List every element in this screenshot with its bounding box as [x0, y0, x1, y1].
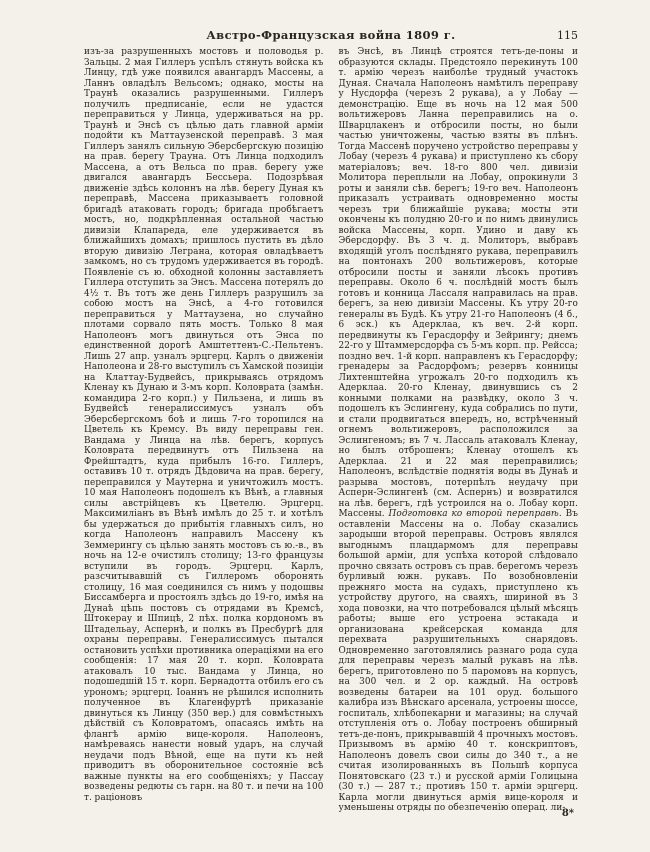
right-column-text-2: Въ оставленіи Массены на о. Лобау сказались зародыши второй переправы. Островъ являлся выгоднымъ плацдармомъ для переправы большой арміи, для успѣха которой слѣдовало прочно связать островъ съ прав. берегомъ черезъ бурливый южн. рукавъ. По возобновленіи прежняго моста на судахъ, приступлено къ устройству другого, на сваяхъ, шириной въ 3 хода повозки, на что потребовался цѣлый мѣсяцъ работы; выше его устроена эстакада и организована крейсерская команда для перехвата разрушительныхъ снарядовъ. Одновременно заготовлялись разнаго рода суда для переправы черезъ малый рукавъ на лѣв. берегъ, приготовлено по 5 паромовъ на корпусъ, на 300 чел. и 2 ор. каждый. На островѣ возведены батареи на 101 оруд. большого калибра изъ Вѣнскаго арсенала, устроены шоссе, госпиталь, хлѣбопекарни и магазины; на случай отступленія отъ о. Лобау построенъ обширный тетъ-де-понъ, прикрывавшій 4 прочныхъ мостовъ. Призывомъ въ армію 40 т. конскриптовъ, Наполеонъ довелъ свои силы до 340 т., а не считая изолированныхъ въ Польшѣ корпуса Понятовскаго (23 т.) и русской арміи Голицына (30 т.) — 287 т.; противъ 150 т. арміи эрцгерц. Карла могли двинуться армія вице-короля и уменьшены отряды по обезпеченію операц. ли-	[338, 509, 578, 813]
right-column	[339, 47, 579, 814]
page-header	[84, 28, 578, 44]
inline-section-heading: Подготовка ко второй переправѣ.	[388, 509, 562, 519]
page-title: Австро-Французская война 1809 г.	[206, 28, 456, 42]
left-column-text: изъ-за разрушенныхъ мостовъ и половодья р. Зальцы. 2 мая Гиллеръ успѣлъ стянуть войска къ Линцу, гдѣ уже появился авангардъ Массены, а Ланнъ овладѣлъ Вельсомъ; однако, мосты на Траунѣ оказались разрушенными. Гиллеръ получилъ предписаніе, если не удастся переправиться у Линца, удерживаться на рр. Траунѣ и Энсѣ съ цѣлью дать главной арміи подойти къ Маттаузенской переправѣ. 3 мая Гиллеръ занялъ сильную Эберсбергскую позицію на прав. берегу Трауна. Отъ Линца подходилъ Массена, а отъ Вельса по прав. берегу уже двигался авангардъ Бессьера. Подозрѣвая движеніе здѣсь колоннъ на лѣв. берегу Дуная къ переправѣ, Массена приказываетъ головной бригадѣ атаковать городъ; бригада пробѣгаетъ мостъ, но, подкрѣпленная остальной частью дивизіи Клапареда, еле удерживается въ ближайшихъ домахъ; пришлось пустить въ дѣло вторую дивизію Леграна, которая овладѣваетъ замкомъ, но съ трудомъ удерживается въ городѣ. Появленіе съ ю. обходной колонны заставляетъ Гиллера отступить за Энсъ. Массена потерялъ до 4½ т. Въ тотъ же день Гиллеръ разрушилъ за собою мостъ на Энсѣ, а 4-го готовился переправиться у Маттаузена, но случайно плотами сорвало пять мостъ. Только 8 мая Наполеонъ могъ двинуться отъ Энса по единственной дорогѣ Амштеттенъ-С.-Пельтенъ. Лишь 27 апр. узналъ эрцгерц. Карлъ о движеніи Наполеона и 28-го выступилъ съ Хамской позиціи на Клаттау-Будвейсъ, прикрываясь отрядомъ Кленау къ Дунаю и 3-мъ корп. Коловрата (замѣн. командира 2-го корп.) у Пильзена, и лишь въ Будвейсѣ генералиссимусъ узналъ объ Эберсбергскомъ боѣ и лишь 7-го торопился на Цветель къ Кремсу. Въ виду переправы ген. Вандама у Линца на лѣв. берегъ, корпусъ Коловрата передвинутъ отъ Пильзена на Фрейштадтъ, куда прибылъ 16-го. Гиллеръ, оставивъ 10 т. отрядъ Дѣдовича на прав. берегу, переправился у Маутерна и уничтожилъ мостъ. 10 мая Наполеонъ подошелъ къ Вѣнѣ, а главныя силы австрійцевъ къ Цветелю. Эрцгерц. Максимиліанъ въ Вѣнѣ имѣлъ до 25 т. и хотѣлъ бы удержаться до прибытія главныхъ силъ, но когда Наполеонъ направилъ Массену къ Земмерингу съ цѣлью занять мостовъ съ ю.-в., въ ночь на 12-е очистилъ столицу; 13-го французы вступили въ городъ. Эрцгерц. Карлъ, разсчитывавшій съ Гиллеромъ оборонять столицу, 16 мая соединился съ нимъ у подошвы Биссамберга и простоялъ здѣсь до 19-го, имѣя на Дунаѣ цѣпь постовъ съ отрядами въ Кремсѣ, Штокерау и Шпицѣ, 2 пѣх. полка кордономъ въ Штадельау, Аспернѣ, и полкъ въ Пресбургѣ для охраны переправы. Генералиссимусъ пытался остановить успѣхи противника операціями на его сообщенія: 17 мая 20 т. корп. Коловрата атаковалъ 10 тыс. Вандама у Линца, но подошедшій 15 т. корп. Бернадотта отбилъ его съ урономъ; эрцгерц. Іоаннъ не рѣшился исполнить полученное въ Клагенфуртѣ приказаніе двинуться къ Линцу (350 вер.) для совмѣстныхъ дѣйствій съ Коловратомъ, опасаясь имѣть на флангѣ армію вице-короля. Наполеонъ, намѣреваясь нанести новый ударъ, на случай неудачи подъ Вѣной, еще на пути къ ней приводитъ въ оборонительное состояніе всѣ важные пункты на его сообщеніяхъ; у Пассау возведены редюты съ гарн. на 80 т. и печи на 100 т. раціоновъ	[84, 47, 324, 803]
text-columns	[84, 47, 578, 814]
left-column	[84, 47, 324, 814]
right-column-text-1: въ Энсѣ, въ Линцѣ строятся тетъ-де-поны и образуются склады. Предстояло перекинуть 100 т. армію черезъ наиболѣе трудный участокъ Дуная. Сначала Наполеонъ намѣтилъ переправу у Нусдорфа (черезъ 2 рукава), а у Лобау — демонстрацію. Еще въ ночь на 12 мая 500 вольтижеровъ Ланна переправились на о. Шварцлакенъ и отбросили посты, но были частью уничтожены, частью взяты въ плѣнъ. Тогда Массенѣ поручено устройство переправы у Лобау (черезъ 4 рукава) и приступлено къ сбору матеріаловъ; веч. 18-го 800 чел. дивизіи Молитора переплыли на Лобау, опрокинули 3 роты и заняли сѣв. берегъ; 19-го веч. Наполеонъ приказалъ устраивать одновременно мосты черезъ три ближайшіе рукава; мосты эти окончены къ полудню 20-го и по нимъ двинулись войска Массены, корп. Удино и даву къ Эберсдорфу. Въ 3 ч. д. Молиторъ, выбравъ входящій уголъ послѣдняго рукава, переправилъ на понтонахъ 200 вольтижеровъ, которые отбросили посты и заняли лѣсокъ противъ переправы. Около 6 ч. послѣдній мостъ былъ готовъ и конница Лассаля направилась на прав. берегъ, за нею дивизіи Массены. Къ утру 20-го генералы въ Будѣ. Къ утру 21-го Наполеонъ (4 б., 6 эск.) къ Адерклаа, къ веч. 2-й корп. передвинуты къ Герасдорфу и Зейрингу; днемъ 22-го у Штаммерсдорфа съ 5-мъ корп. пр. Рейсса; поздно веч. 1-й корп. направленъ къ Герасдорфу; гренадеры за Расдорфомъ; резервъ конницы Лихтенштейна угрожалъ 20-го подходилъ къ Адерклаа. 20-го Кленау, двинувшись съ 2 конными полками на развѣдку, около 3 ч. подошелъ къ Эслингену, куда собрались по пути, и стали продвигаться впередъ, но, встрѣченный огнемъ вольтижеровъ, расположился за Эслингеномъ; въ 7 ч. Лассаль атаковалъ Кленау, но былъ отброшенъ; Кленау отошелъ къ Адерклаа. 21 и 22 мая переправились; Наполеонъ, вслѣдствіе поднятія воды въ Дунаѣ и разрыва мостовъ, потерпѣлъ неудачу при Асперн-Эслингенѣ (см. Аспернъ) и возвратился на лѣв. берегъ, гдѣ устроился на о. Лобау корп. Массены.	[338, 47, 578, 519]
page-number: 115	[557, 29, 578, 42]
signature-mark: 8*	[561, 808, 574, 819]
